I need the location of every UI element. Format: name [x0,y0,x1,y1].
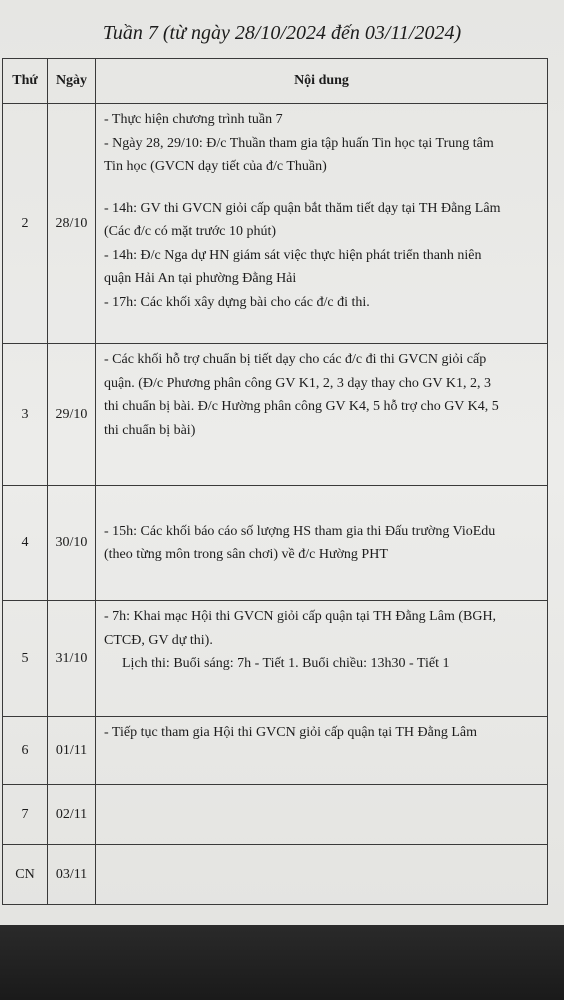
content-line: (Các đ/c có mặt trước 10 phút) [104,224,277,239]
row-content [96,104,548,344]
table-row [3,486,548,601]
row-content [96,344,548,486]
schedule-table [2,58,548,905]
row-thu: 3 [3,344,48,486]
table-header-row [3,59,548,104]
table-row [3,717,548,785]
header-thu: Thứ [3,59,48,104]
row-ngay: 29/10 [48,344,96,486]
table-row [3,104,548,344]
header-noi-dung: Nội dung [96,59,548,104]
content-line: quận. (Đ/c Phương phân công GV K1, 2, 3 dạy thay cho GV K1, 2, 3 [104,375,491,391]
row-ngay: 31/10 [48,601,96,717]
page-title: Tuần 7 (từ ngày 28/10/2024 đến 03/11/2024) [102,22,462,44]
content-line: - 15h: Các khối báo cáo số lượng HS tham gia thi Đấu trường VioEdu [104,523,496,539]
content-line: thi chuẩn bị bài) [104,422,196,438]
content-line: - 14h: Đ/c Nga dự HN giám sát việc thực hiện phát triển thanh niên [104,247,482,263]
row-thu: 5 [3,601,48,717]
row-thu: 2 [3,104,48,344]
row-thu: 6 [3,717,48,785]
content-line [104,179,541,197]
content-line: - Ngày 28, 29/10: Đ/c Thuần tham gia tập huấn Tin học tại Trung tâm [104,135,494,151]
table-row [3,785,548,845]
table-row [3,845,548,905]
content-line: - Các khối hỗ trợ chuẩn bị tiết dạy cho các đ/c đi thi GVCN giỏi cấp [104,352,487,367]
content-line: (theo từng môn trong sân chơi) về đ/c Hường PHT [104,547,388,562]
row-ngay: 30/10 [48,486,96,601]
row-content [96,717,548,785]
content-line: - 17h: Các khối xây dựng bài cho các đ/c đi thi. [104,294,370,310]
row-thu: 4 [3,486,48,601]
row-ngay: 01/11 [48,717,96,785]
header-ngay: Ngày [48,59,96,104]
background-surface [0,925,564,1000]
content-line: - 7h: Khai mạc Hội thi GVCN giỏi cấp quận tại TH Đằng Lâm (BGH, [104,609,497,624]
content-line: - Thực hiện chương trình tuần 7 [104,112,283,127]
row-ngay: 28/10 [48,104,96,344]
table-row [3,344,548,486]
row-content [96,601,548,717]
row-ngay: 02/11 [48,785,96,845]
row-content [96,486,548,601]
row-thu: 7 [3,785,48,845]
content-line: Lịch thi: Buổi sáng: 7h - Tiết 1. Buổi chiều: 13h30 - Tiết 1 [122,656,450,671]
row-thu: CN [3,845,48,905]
table-row [3,601,548,717]
content-line: Tin học (GVCN dạy tiết của đ/c Thuần) [104,159,327,174]
content-line: - Tiếp tục tham gia Hội thi GVCN giỏi cấp quận tại TH Đằng Lâm [104,725,478,740]
row-ngay: 03/11 [48,845,96,905]
content-line: - 14h: GV thi GVCN giỏi cấp quận bắt thăm tiết dạy tại TH Đằng Lâm [104,200,501,216]
row-content [96,785,548,845]
row-content [96,845,548,905]
content-line: CTCĐ, GV dự thi). [104,632,213,648]
content-line: quận Hải An tại phường Đằng Hải [104,271,297,286]
content-line: thi chuẩn bị bài. Đ/c Hường phân công GV K4, 5 hỗ trợ cho GV K4, 5 [104,399,499,414]
